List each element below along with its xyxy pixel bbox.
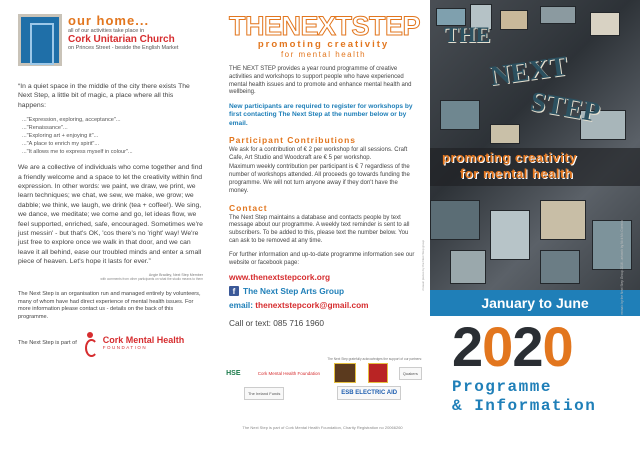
quote-signature: Angie Bradley, Next Step Member (148, 272, 203, 277)
member-quotes (22, 116, 203, 156)
cmh-foundation: FOUNDATION (102, 345, 148, 351)
register-notice: New participants are required to register for workshops by first contacting The Next Step at the number below or by email. (229, 103, 413, 127)
year-digit: 2 (452, 315, 483, 378)
quote-item: ..."It allows me to express myself in colour"... (22, 149, 133, 156)
promo-line2: for mental health (460, 166, 574, 181)
tagline-line1: promoting creativity (257, 39, 390, 50)
volunteer-note: The Next Step is an organisation run and managed entirely by volunteers, many of whom have had direct experience of mental health issues. For more information please contact us - details on the back of this programme. (18, 291, 201, 320)
artwork-credit: mosaic by the Next Step Group 2016 - artwork by Nick Mc Cormick (620, 220, 624, 315)
tagline-line2: for mental health (280, 50, 367, 59)
contact-text-1: The Next Step maintains a database and contacts people by text message about our programme. A weekly text reminder is sent to all subscribers. To be added to this, please text the number below. You can ask to be removed at any time. (229, 214, 410, 244)
next-step-logo: THENEXTSTEP (229, 11, 421, 41)
quote-signature-note: with comments from other participants on what the studio means to them (100, 277, 203, 282)
email-row (229, 300, 418, 310)
body-text: We are a collective of individuals who come together and find a friendly welcome and a space to let the creativity within find expression. In other words: we paint, we draw, we print, we learn techniques; we chat, we sew, we make, we grow; we dabble; we think, we laugh, we drink (tea + coffee!). We sing, we dance, we meditate; we come and go, let ideas flow, we feel supported, enriched, safe, encouraged. Sometimes we're just messin' - but that's OK, 'cos there's no 'right' way! We're just free to explore once we walk in that door, and we can leave it all behind, ease our troubled minds and enter a small piece of heaven. Let's hope it lasts for ever.” (18, 164, 203, 266)
esb-logo: ESB ELECTRIC AID (337, 386, 401, 400)
cmh-small-logo: Cork Mental Health Foundation (257, 370, 321, 376)
mosaic-word-next: NEXT (488, 50, 570, 93)
year-digit: 0 (542, 315, 573, 378)
home-subtitle: all of our activities take place in (68, 28, 145, 34)
part-of-label: The Next Step is part of (18, 339, 77, 346)
dates-banner: January to June (430, 290, 640, 316)
church-name: Cork Unitarian Church (68, 34, 175, 45)
church-door-photo (18, 14, 62, 66)
support-note: The Next Step gratefully acknowledges the support of our partners: (327, 357, 422, 361)
cmh-logo-icon (83, 332, 97, 354)
sponsor-logos (219, 363, 426, 400)
church-location: on Princes Street - beside the English Market (68, 45, 179, 51)
website-link[interactable]: www.thenextstepcork.org (229, 272, 331, 283)
year-digit: 2 (512, 315, 543, 378)
facebook-link[interactable] (229, 286, 418, 296)
panel-cover (430, 0, 640, 452)
year-digit: 0 (482, 315, 513, 378)
contributions-heading: Participant Contributions (229, 134, 356, 145)
part-of-row (18, 332, 203, 354)
quote-item: ..."Expression, exploring, acceptance"... (22, 117, 121, 124)
contact-heading: Contact (229, 202, 268, 213)
programme-title (452, 378, 596, 416)
phone-number: Call or text: 085 716 1960 (229, 318, 325, 329)
hse-logo: HSE (226, 369, 241, 377)
panel-our-home (0, 0, 215, 452)
home-header (18, 14, 203, 70)
crest-logo (334, 363, 356, 383)
facebook-label: The Next Step Arts Group (243, 286, 345, 297)
contributions-text-1: We ask for a contribution of € 2 per workshop for all sessions. Craft Cafe, Art Studio and Woodcraft are € 5 per workshop. (229, 146, 408, 161)
mosaic-word-step: STEP (527, 86, 603, 129)
mosaic-word-the: THE (444, 22, 491, 47)
panel-info (215, 0, 430, 452)
facebook-icon: f (229, 286, 239, 296)
quote-item: ..."Renaissance"... (22, 125, 68, 132)
crest-logo-2 (368, 363, 388, 383)
intro-text: THE NEXT STEP provides a year round programme of creative activities and workshops to support people who have experienced mental health issues and to promote and enhance mental health and wellbeing. (229, 66, 412, 96)
ireland-funds-logo: The Ireland Funds (244, 387, 284, 400)
contact-text-2: For further information and up-to-date programme information see our website or facebook page: (229, 251, 415, 266)
cmh-logo (103, 335, 185, 350)
cmh-name: Cork Mental Health (102, 335, 185, 346)
spine-credit: mosaic pieces by the Next Step group (421, 240, 425, 291)
programme-line2: & Information (452, 397, 597, 415)
year-title (452, 315, 573, 378)
charity-footer: The Next Step is part of Cork Mental Health Foundation, Charity Registration no 20066260 (242, 425, 403, 430)
contributions-text-2: Maximum weekly contribution per participant is € 7 regardless of the number of workshops attended. All proceeds go towards funding the programme. We will not turn anyone away if they don't have the money. (229, 164, 410, 194)
home-title: our home... (68, 13, 150, 28)
intro-quote: “In a quiet space in the middle of the city there exists The Next Step, a little bit of magic, a place where all this happens: (18, 83, 190, 109)
quakers-logo: Quakers (399, 367, 422, 380)
email-link[interactable]: thenextstepcork@gmail.com (255, 300, 369, 311)
quote-item: ..."Exploring art + enjoying it"... (22, 133, 99, 140)
email-label: email: (229, 300, 253, 311)
programme-line1: Programme (452, 378, 552, 396)
promo-line1: promoting creativity (442, 150, 577, 165)
quote-item: ..."A place to enrich my spirit"... (22, 141, 100, 148)
mosaic-artwork (430, 0, 640, 290)
